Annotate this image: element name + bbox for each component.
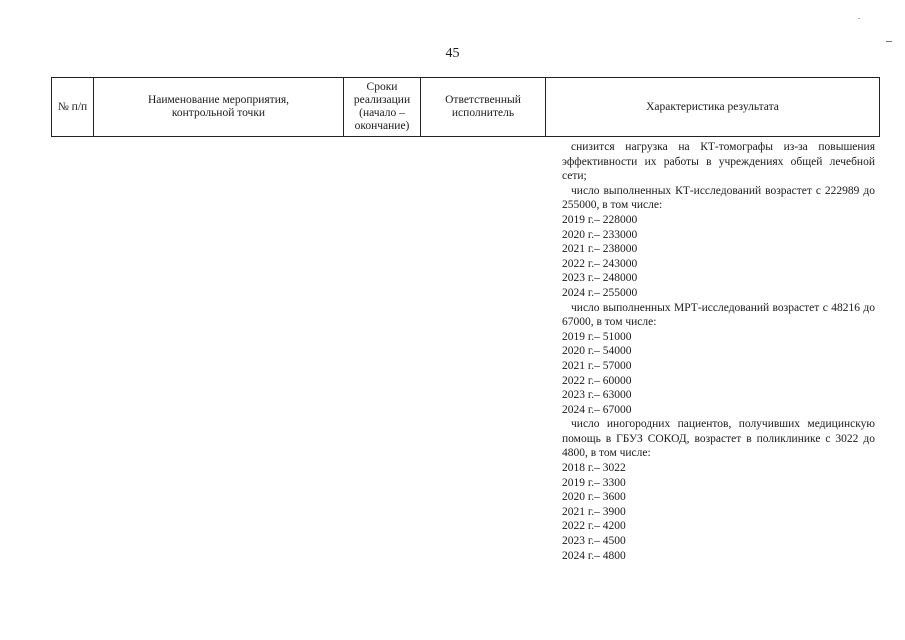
result-paragraph: число выполненных КТ-исследований возрастет с 222989 до 255000, в том числе: — [562, 184, 875, 212]
header-cell-name — [94, 78, 344, 137]
header-text: (начало – — [359, 107, 405, 119]
scan-mark — [858, 18, 860, 19]
header-cell-number — [52, 78, 94, 137]
header-text: Ответственный — [445, 94, 521, 106]
header-text: Сроки — [366, 81, 398, 93]
scan-mark — [886, 41, 892, 42]
mri-year-item: 2022 г.– 60000 — [562, 374, 632, 387]
header-text: Характеристика результата — [646, 100, 779, 113]
patient-year-item: 2024 г.– 4800 — [562, 549, 626, 562]
header-text: исполнитель — [451, 107, 515, 119]
header-text: Наименование мероприятия, — [147, 94, 290, 106]
ct-year-item: 2023 г.– 248000 — [562, 272, 638, 285]
patient-year-item: 2020 г.– 3600 — [562, 491, 626, 504]
result-paragraph: снизится нагрузка на КТ-томографы из-за повышения эффективности их работы в учреждениях общей лечебной сети; — [562, 141, 875, 183]
result-paragraph: число иногородних пациентов, получивших медицинскую помощь в ГБУЗ СОКОД, возрастет в поликлинике с 3022 до 4800, в том числе: — [562, 418, 875, 460]
patient-year-item: 2018 г.– 3022 — [562, 462, 626, 475]
header-text: реализации — [353, 94, 411, 106]
patient-year-item: 2023 г.– 4500 — [562, 535, 626, 548]
ct-year-item: 2021 г.– 238000 — [562, 243, 638, 256]
ct-year-item: 2020 г.– 233000 — [562, 228, 638, 241]
table-header — [51, 77, 880, 137]
header-text: контрольной точки — [171, 107, 266, 119]
mri-year-item: 2020 г.– 54000 — [562, 345, 632, 358]
result-description — [562, 140, 875, 563]
page-number: 45 — [445, 46, 460, 61]
header-cell-result — [546, 78, 880, 137]
patient-year-item: 2022 г.– 4200 — [562, 520, 626, 533]
ct-year-item: 2022 г.– 243000 — [562, 257, 638, 270]
patient-year-item: 2021 г.– 3900 — [562, 505, 626, 518]
mri-year-item: 2019 г.– 51000 — [562, 330, 632, 343]
ct-year-item: 2019 г.– 228000 — [562, 213, 638, 226]
header-cell-term — [344, 78, 421, 137]
patient-year-item: 2019 г.– 3300 — [562, 476, 626, 489]
header-text: № п/п — [57, 100, 88, 113]
mri-year-item: 2024 г.– 67000 — [562, 403, 632, 416]
mri-year-item: 2023 г.– 63000 — [562, 389, 632, 402]
mri-year-item: 2021 г.– 57000 — [562, 359, 632, 372]
ct-year-item: 2024 г.– 255000 — [562, 286, 638, 299]
result-paragraph: число выполненных МРТ-исследований возрастет с 48216 до 67000, в том числе: — [562, 301, 875, 329]
header-cell-responsible — [421, 78, 546, 137]
header-text: окончание) — [354, 120, 410, 132]
